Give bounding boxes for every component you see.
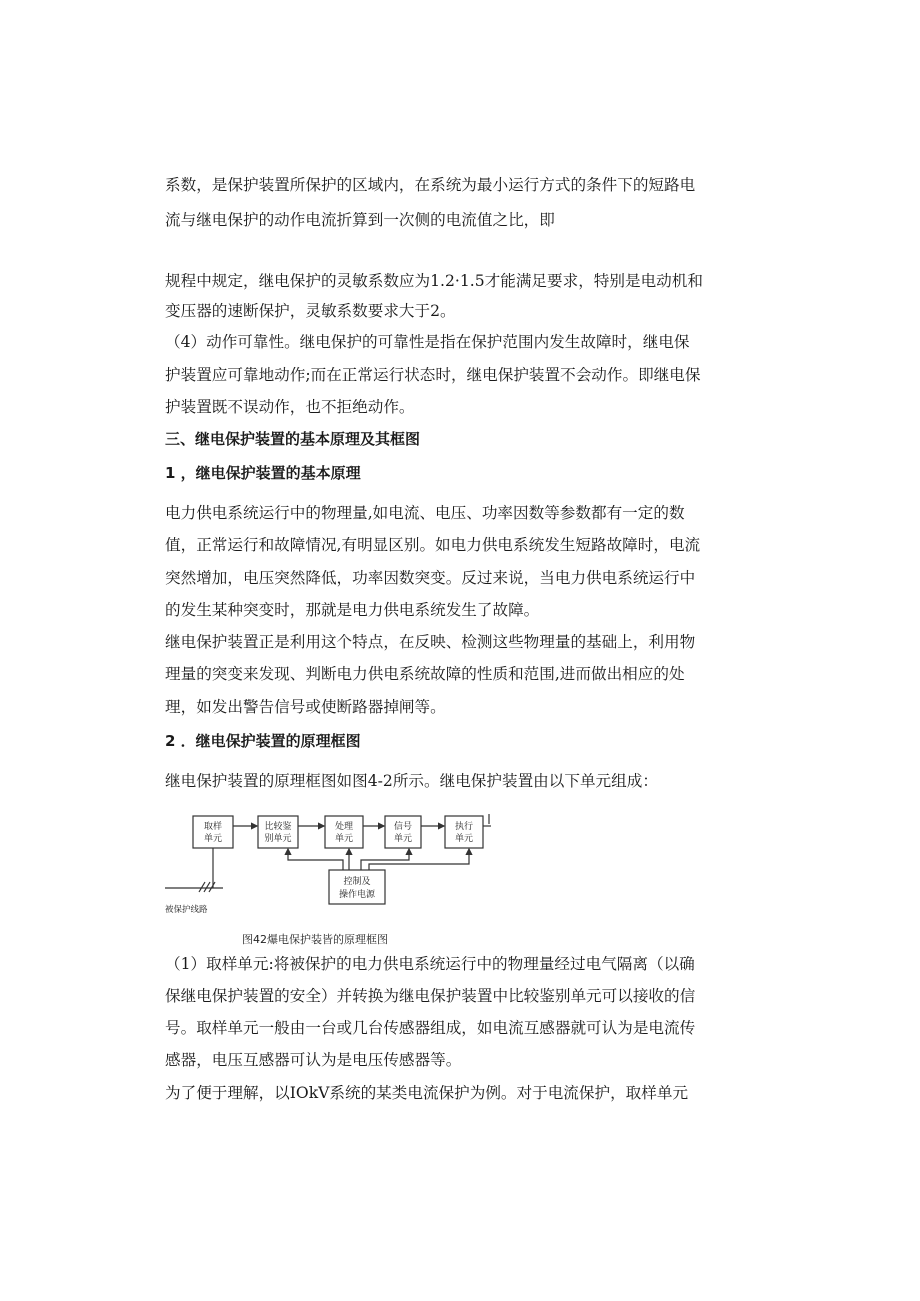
text-line-21: 号。取样单元一般由一台或几台传感器组成，如电流互感器就可认为是电流传 [165,1019,696,1037]
text-line-13: 的发生某种突变时，那就是电力供电系统发生了故障。 [165,601,540,619]
text-line-1: 系数，是保护装置所保护的区域内，在系统为最小运行方式的条件下的短路电 [165,176,696,194]
box-sampling [193,816,233,848]
text-line-4: 变压器的速断保护，灵敏系数要求大于2。 [165,302,456,320]
svg-text:操作电源: 操作电源 [338,890,376,900]
text-line-14: 继电保护装置正是利用这个特点，在反映、检测这些物理量的基础上，利用物 [165,633,696,651]
svg-text:单元: 单元 [454,834,474,844]
box-comparison [258,816,298,848]
box-control-power [329,870,385,904]
text-line-10: 电力供电系统运行中的物理量,如电流、电压、功率因数等参数都有一定的数 [165,504,685,522]
text-line-2: 流与继电保护的动作电流折算到一次侧的电流值之比，即 [165,211,555,229]
svg-text:执行: 执行 [454,822,474,832]
svg-text:处理: 处理 [334,822,354,832]
protected-line [165,848,223,892]
box-processing [325,816,363,848]
text-line-19: （1）取样单元:将被保护的电力供电系统运行中的物理量经过电气隔离（以确 [165,955,695,973]
text-line-11: 值，正常运行和故障情况,有明显区别。如电力供电系统发生短路故障时，电流 [165,536,701,554]
svg-text:取样: 取样 [203,822,223,832]
block-diagram [163,808,493,920]
svg-text:单元: 单元 [334,834,354,844]
svg-text:单元: 单元 [203,834,223,844]
text-line-15: 理量的突变来发现、判断电力供电系统故障的性质和范围,进而做出相应的处 [165,665,685,683]
section-heading-3: 三、继电保护装置的基本原理及其框图 [165,430,421,448]
text-line-12: 突然增加，电压突然降低，功率因数突变。反过来说，当电力供电系统运行中 [165,569,696,587]
text-line-18: 继电保护装置的原理框图如图4-2所示。继电保护装置由以下单元组成： [165,772,658,790]
subheading-1: 1 ，继电保护装置的基本原理 [165,464,361,482]
svg-text:控制及: 控制及 [343,877,371,887]
svg-text:单元: 单元 [393,834,413,844]
box-execution [445,816,483,848]
text-line-7: 护装置既不误动作，也不拒绝动作。 [165,398,415,416]
subheading-2: 2 ．继电保护装置的原理框图 [165,732,361,750]
control-arrows [288,849,469,870]
text-line-5: （4）动作可靠性。继电保护的可靠性是指在保护范围内发生故障时，继电保 [165,333,690,351]
svg-text:信号: 信号 [393,822,413,832]
svg-text:别单元: 别单元 [264,834,292,844]
text-line-6: 护装置应可靠地动作;而在正常运行状态时，继电保护装置不会动作。即继电保 [165,366,701,384]
text-line-22: 感器，电压互感器可认为是电压传感器等。 [165,1051,462,1069]
box-signal [385,816,421,848]
figure-caption: 图42爆电保护装皆的原理框图 [242,933,388,946]
text-line-3: 规程中规定，继电保护的灵敏系数应为1.2·1.5才能满足要求，特别是电动机和 [165,272,703,290]
svg-text:比较鉴: 比较鉴 [264,822,292,832]
text-line-20: 保继电保护装置的安全）并转换为继电保护装置中比较鉴别单元可以接收的信 [165,987,696,1005]
text-line-16: 理，如发出警告信号或使断路器掉闸等。 [165,698,446,716]
text-line-23: 为了便于理解，以IOkV系统的某类电流保护为例。对于电流保护，取样单元 [165,1084,689,1102]
protected-line-label: 被保护线路 [165,905,208,915]
